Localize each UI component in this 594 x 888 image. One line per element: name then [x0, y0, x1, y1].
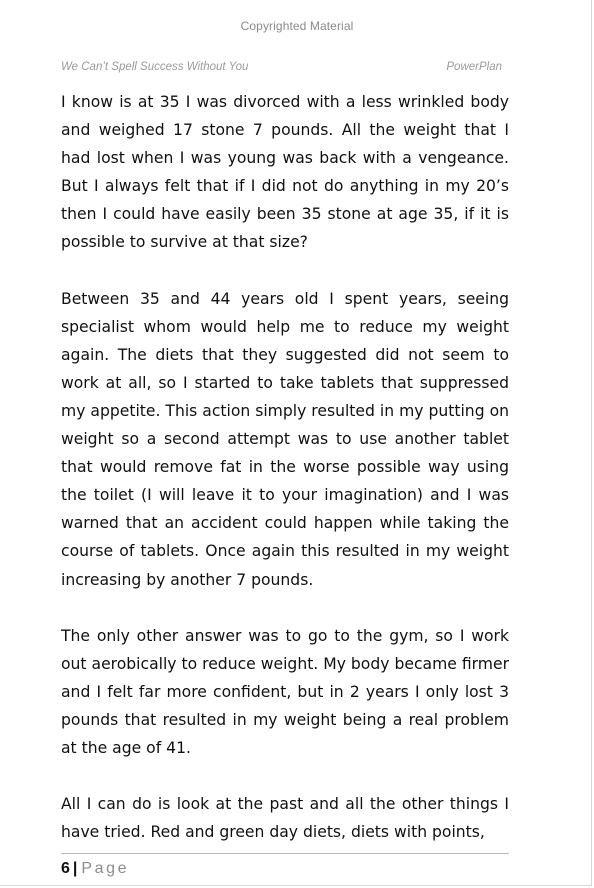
paragraph: The only other answer was to go to the gym, so I work out aerobically to reduce weight. My body became firmer and I felt far more confident, but in 2 years I only lost 3 pounds that resulted in my weight being a real problem at the age of 41.	[61, 626, 509, 757]
publisher-header: PowerPlan	[446, 61, 502, 73]
book-title-header: We Can’t Spell Success Without You	[61, 61, 249, 73]
paragraph: Between 35 and 44 years old I spent years, seeing specialist whom would help me to reduce my weight again. The diets that they suggested did not seem to work at all, so I started to take tablets that suppressed my appetite. This action simply resulted in my putting on weight so a second attempt was to use another tablet that would remove fat in the worse possible way using the toilet (I will leave it to your imagination) and I was warned that an accident could happen while taking the course of tablets. Once again this resulted in my weight increasing by another 7 pounds.	[61, 289, 509, 589]
footer-divider	[61, 853, 509, 854]
paragraph: All I can do is look at the past and all the other things I have tried. Red and green day diets, diets with points,	[61, 795, 509, 842]
footer-separator: |	[72, 860, 78, 877]
copyright-watermark: Copyrighted Material	[240, 19, 354, 33]
body-text	[61, 88, 509, 846]
page-number: 6	[61, 860, 70, 877]
paragraph: I know is at 35 I was divorced with a less wrinkled body and weighed 17 stone 7 pounds. All the weight that I had lost when I was young was back with a vengeance. But I always felt that if I did not do anything in my 20’s then I could have easily been 35 stone at age 35, if it is possible to survive at that size?	[61, 93, 509, 252]
page-footer	[61, 857, 129, 881]
page-label: Page	[81, 860, 130, 877]
